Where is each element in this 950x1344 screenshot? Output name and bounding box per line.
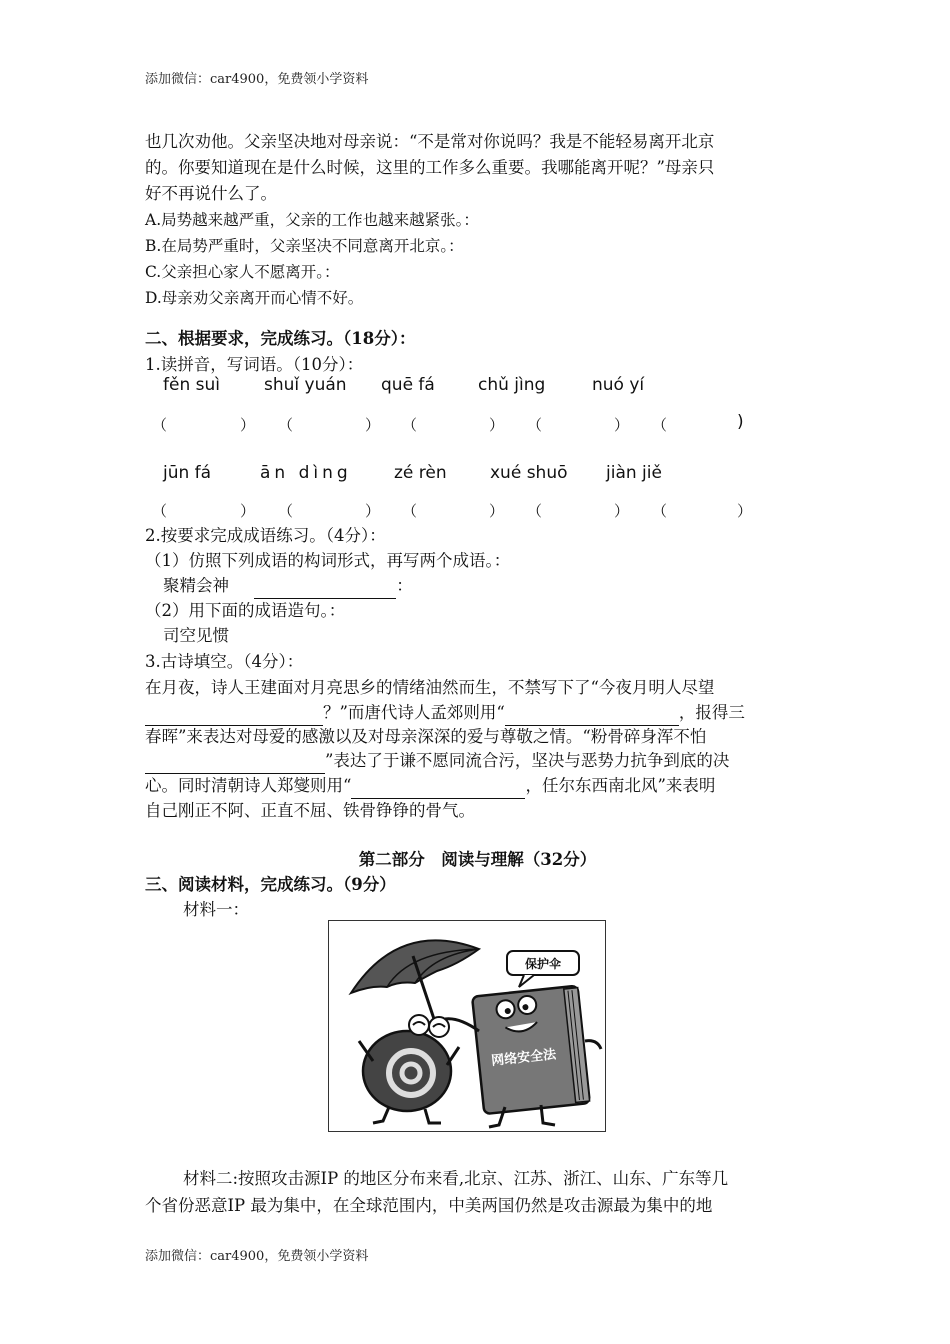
q2-idiom-2: 司空见惯	[163, 626, 229, 645]
answer-box-8-open[interactable]: （	[402, 502, 418, 520]
bubble-text: 保护伞	[524, 957, 562, 971]
q3-title: 3.古诗填空。（4分）：	[145, 652, 304, 671]
pinyin-7: ān dìng	[260, 463, 352, 483]
option-a: A.局势越来越严重，父亲的工作也越来越紧张。：	[145, 211, 479, 229]
q3-line-1: 在月夜，诗人王建面对月亮思乡的情绪油然而生，不禁写下了“今夜月明人尽望	[145, 678, 715, 697]
q3-line-2-text-end: ，报得三	[678, 703, 745, 722]
pinyin-10: jiàn jiě	[606, 463, 662, 483]
pinyin-4: chǔ jìng	[478, 375, 546, 395]
answer-box-10-open[interactable]: （	[652, 502, 668, 520]
q3-line-2	[145, 700, 810, 726]
poem-blank-4[interactable]	[351, 780, 525, 799]
q3-line-4-text: ”表达了于谦不愿同流合污，坚决与恶势力抗争到底的决	[325, 751, 730, 770]
pinyin-5: nuó yí	[592, 375, 645, 395]
answer-box-5-close: )	[737, 412, 744, 432]
book-title: 网络安全法	[490, 1047, 557, 1069]
q2-idiom-1: 聚精会神	[163, 576, 229, 595]
cartoon-image	[328, 920, 606, 1132]
option-d: D.母亲劝父亲离开而心情不好。	[145, 289, 364, 307]
option-c: C.父亲担心家人不愿离开。：	[145, 263, 340, 281]
pinyin-6: jūn fá	[163, 463, 212, 483]
answer-box-5-open[interactable]: （	[652, 416, 668, 434]
umbrella-book-cartoon	[329, 921, 605, 1131]
pinyin-8: zé rèn	[394, 463, 447, 483]
intro-line-2: 的。你要知道现在是什么时候，这里的工作多么重要。我哪能离开呢？”母亲只	[145, 158, 715, 177]
answer-box-1-open[interactable]: （	[152, 416, 168, 434]
material-1-label: 材料一：	[183, 900, 249, 919]
part-2-title: 第二部分 阅读与理解（32分）	[358, 850, 597, 869]
answer-box-1-close: ）	[240, 416, 256, 434]
pinyin-2: shuǐ yuán	[264, 375, 347, 395]
q3-line-2-text: ？”而唐代诗人孟郊则用“	[323, 703, 505, 722]
material-2-line-1: 材料二:按照攻击源IP 的地区分布来看,北京、江苏、浙江、山东、广东等几	[183, 1169, 729, 1188]
q3-line-6: 自己刚正不阿、正直不屈、铁骨铮铮的骨气。	[145, 801, 475, 820]
answer-box-3-close: ）	[489, 416, 505, 434]
q3-line-5-text-end: ，任尔东西南北风”来表明	[525, 776, 716, 795]
q3-line-4	[145, 748, 810, 774]
answer-box-2-open[interactable]: （	[278, 416, 294, 434]
answer-box-7-close: ）	[365, 502, 381, 520]
answer-box-4-close: ）	[614, 416, 630, 434]
section-3-title: 三、阅读材料，完成练习。（9分）	[145, 875, 396, 894]
answer-box-2-close: ）	[365, 416, 381, 434]
material-2-line-2: 个省份恶意IP 最为集中，在全球范围内，中美两国仍然是攻击源最为集中的地	[145, 1196, 713, 1215]
q2-title: 2.按要求完成成语练习。（4分）：	[145, 526, 386, 545]
answer-box-9-close: ）	[614, 502, 630, 520]
option-b: B.在局势严重时，父亲坚决不同意离开北京。：	[145, 237, 464, 255]
q3-line-5-text: 心。同时清朝诗人郑燮则用“	[145, 776, 352, 795]
q2-idiom-line	[163, 573, 828, 599]
pinyin-9: xué shuō	[490, 463, 568, 483]
intro-line-1: 也几次劝他。父亲坚决地对母亲说：“不是常对你说吗？我是不能轻易离开北京	[145, 132, 715, 151]
answer-box-8-close: ）	[489, 502, 505, 520]
q3-line-5	[145, 773, 810, 799]
page-footer: 添加微信：car4900，免费领小学资料	[145, 1249, 369, 1264]
pinyin-1: fěn suì	[163, 375, 220, 395]
pinyin-3: quē fá	[381, 375, 435, 395]
intro-line-3: 好不再说什么了。	[145, 184, 277, 203]
answer-box-6-open[interactable]: （	[152, 502, 168, 520]
idiom-blank[interactable]	[254, 580, 396, 599]
section-2-title: 二、根据要求，完成练习。（18分）：	[145, 329, 416, 348]
q2-sub2: （2）用下面的成语造句。：	[145, 601, 346, 620]
q2-sub1: （1）仿照下列成语的构词形式，再写两个成语。：	[145, 551, 511, 570]
poem-blank-3[interactable]	[145, 755, 325, 774]
answer-box-7-open[interactable]: （	[278, 502, 294, 520]
q1-title: 1.读拼音，写词语。（10分）：	[145, 355, 364, 374]
answer-box-4-open[interactable]: （	[527, 416, 543, 434]
q3-line-3: 春晖”来表达对母爱的感激以及对母亲深深的爱与尊敬之情。“粉骨碎身浑不怕	[145, 727, 707, 746]
q2-colon: ：	[396, 576, 413, 595]
answer-box-6-close: ）	[240, 502, 256, 520]
answer-box-10-close: ）	[737, 502, 753, 520]
page-header: 添加微信：car4900，免费领小学资料	[145, 72, 369, 87]
answer-box-9-open[interactable]: （	[527, 502, 543, 520]
answer-box-3-open[interactable]: （	[402, 416, 418, 434]
